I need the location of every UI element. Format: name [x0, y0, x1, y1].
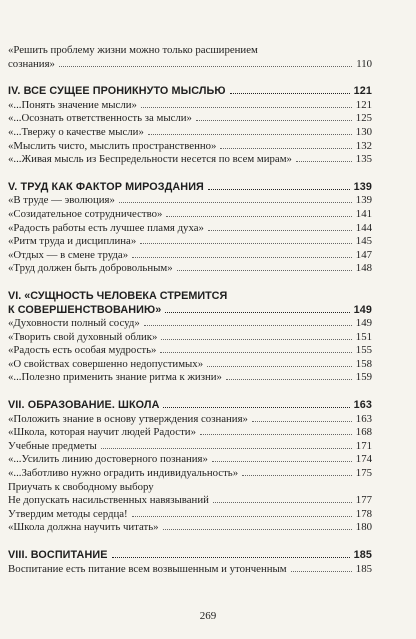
toc-page-number: 145	[355, 235, 372, 248]
toc-page-number: 151	[355, 330, 372, 343]
toc-page-number: 168	[355, 426, 372, 439]
toc-page-number: 141	[355, 207, 372, 220]
toc-entry-text: «Мыслить чисто, мыслить пространственно»	[8, 139, 217, 152]
toc-entry	[8, 262, 372, 276]
toc-entry-text: «Созидательное сотрудничество»	[8, 207, 163, 220]
toc-entry	[8, 194, 372, 208]
toc-entry-text: «Отдых — в смене труда»	[8, 248, 129, 261]
leader-dots	[101, 448, 352, 449]
toc-entry-text: «...Усилить линию достоверного познания»	[8, 453, 208, 466]
toc-entry	[8, 153, 372, 167]
leader-dots	[112, 557, 350, 558]
toc-page-number: 125	[355, 112, 372, 125]
toc-entry-text: «...Заботливо нужно оградить индивидуальность»	[8, 467, 239, 480]
chapter-title: IV. ВСЕ СУЩЕЕ ПРОНИКНУТО МЫСЛЬЮ	[8, 85, 226, 98]
toc-entry	[8, 249, 372, 263]
toc-page-number: 149	[355, 317, 372, 330]
leader-dots	[140, 243, 352, 244]
toc-page-number: 178	[355, 507, 372, 520]
toc-page-number: 155	[355, 344, 372, 357]
leader-dots	[226, 379, 352, 380]
chapter-page-number: 185	[353, 549, 372, 561]
toc-entry	[8, 440, 372, 454]
chapter-heading	[8, 85, 372, 99]
toc-entry	[8, 358, 372, 372]
toc-page-number: 180	[355, 521, 372, 534]
toc-page-number: 177	[355, 494, 372, 507]
toc-entry-text: «Ритм труда и дисциплина»	[8, 235, 137, 248]
toc-entry	[8, 222, 372, 236]
toc-entry	[8, 235, 372, 249]
chapter-page-number: 139	[353, 180, 372, 193]
leader-dots	[213, 502, 352, 503]
toc-page-number: 132	[355, 139, 372, 152]
toc-entry	[8, 521, 372, 535]
toc-entry-text: Приучать к свободному выбору	[8, 480, 154, 493]
chapter-title: V. ТРУД КАК ФАКТОР МИРОЗДАНИЯ	[8, 180, 204, 193]
leader-dots	[163, 407, 349, 408]
toc-page-number: 148	[355, 262, 372, 275]
toc-entry-text: «Школа, которая научит людей Радости»	[8, 426, 196, 439]
chapter-title-line1: VI. «СУЩНОСТЬ ЧЕЛОВЕКА СТРЕМИТСЯ	[8, 289, 228, 302]
toc-page-number: 139	[355, 194, 372, 207]
toc-entry	[8, 371, 372, 385]
toc-entry	[8, 140, 372, 154]
toc-entry-text-line2: сознания»	[8, 57, 55, 70]
leader-dots	[177, 270, 352, 271]
leader-dots	[207, 366, 352, 367]
leader-dots	[208, 230, 352, 231]
chapter-heading	[8, 549, 372, 563]
toc-entry	[8, 112, 372, 126]
leader-dots	[161, 339, 351, 340]
toc-entry	[8, 467, 372, 481]
leader-dots	[291, 571, 352, 572]
toc-page-number: 163	[355, 412, 372, 425]
chapter-title: К СОВЕРШЕНСТВОВАНИЮ»	[8, 303, 162, 316]
toc-entry	[8, 208, 372, 222]
toc-page-number: 174	[355, 453, 372, 466]
leader-dots	[59, 66, 352, 67]
toc-entry	[8, 99, 372, 113]
toc-entry-text: «Положить знание в основу утверждения сознания»	[8, 412, 248, 425]
toc-page-number: 130	[355, 125, 372, 138]
toc-entry-text: Учебные предметы	[8, 439, 97, 452]
toc-entry	[8, 331, 372, 345]
toc-entry-text: «О свойствах совершенно недопустимых»	[8, 357, 204, 370]
toc-entry-text: «Школа должна научить читать»	[8, 521, 159, 534]
toc-entry	[8, 317, 372, 331]
leader-dots	[212, 461, 352, 462]
toc-entry-text: «...Полезно применить знание ритма к жизни»	[8, 371, 222, 384]
leader-dots	[208, 189, 350, 190]
leader-dots	[132, 516, 352, 517]
toc-entry	[8, 126, 372, 140]
leader-dots	[141, 107, 352, 108]
toc-entry-text: «Труд должен быть добровольным»	[8, 262, 173, 275]
toc-entry	[8, 58, 372, 72]
toc-entry-text: «...Осознать ответственность за мысли»	[8, 112, 192, 125]
leader-dots	[196, 120, 352, 121]
toc-entry	[8, 481, 372, 495]
chapter-title: VII. ОБРАЗОВАНИЕ. ШКОЛА	[8, 399, 160, 412]
leader-dots	[200, 434, 352, 435]
toc-entry	[8, 413, 372, 427]
leader-dots	[230, 93, 350, 94]
leader-dots	[242, 475, 352, 476]
toc-page-number: 175	[355, 467, 372, 480]
toc-page-number: 135	[355, 153, 372, 166]
toc-entry	[8, 44, 372, 58]
toc-page-number: 110	[356, 57, 372, 70]
toc-entry-text: «Радость работы есть лучшее пламя духа»	[8, 221, 204, 234]
page-number: 269	[199, 610, 217, 622]
toc-page-number: 171	[355, 439, 372, 452]
toc-entry	[8, 426, 372, 440]
toc-entry-text: «...Твержу о качестве мысли»	[8, 125, 144, 138]
toc-entry-text: «Духовности полный сосуд»	[8, 317, 140, 330]
leader-dots	[144, 325, 352, 326]
toc-entry-text: «Творить свой духовный облик»	[8, 330, 158, 343]
leader-dots	[252, 421, 352, 422]
toc-page-number: 147	[355, 248, 372, 261]
toc-entry-text: «...Живая мысль из Беспредельности несется по всем мирам»	[8, 153, 292, 166]
leader-dots	[220, 148, 351, 149]
chapter-page-number: 149	[353, 303, 372, 316]
toc-entry-text: «...Понять значение мысли»	[8, 98, 137, 111]
toc-entry-text: Утвердим методы сердца!	[8, 507, 128, 520]
leader-dots	[132, 257, 352, 258]
leader-dots	[166, 216, 351, 217]
chapter-heading	[8, 304, 372, 318]
toc-page-number: 185	[355, 562, 372, 575]
chapter-heading	[8, 181, 372, 195]
toc-entry-text: «В труде — эволюция»	[8, 194, 115, 207]
chapter-page-number: 163	[353, 399, 372, 412]
toc-entry	[8, 563, 372, 577]
toc-entry	[8, 453, 372, 467]
leader-dots	[163, 529, 352, 530]
leader-dots	[165, 312, 349, 313]
toc-entry-text: Воспитание есть питание всем возвышенным и утонченным	[8, 562, 287, 575]
toc-entry-text: «Радость есть особая мудрость»	[8, 344, 157, 357]
leader-dots	[160, 352, 351, 353]
table-of-contents	[8, 44, 372, 576]
chapter-page-number: 121	[353, 85, 372, 98]
leader-dots	[119, 202, 352, 203]
toc-entry-text: Не допускать насильственных навязываний	[8, 494, 209, 507]
toc-page-number: 158	[355, 357, 372, 370]
leader-dots	[148, 134, 352, 135]
toc-page-number: 121	[355, 98, 372, 111]
chapter-title: VIII. ВОСПИТАНИЕ	[8, 549, 108, 561]
toc-page-number: 159	[355, 371, 372, 384]
leader-dots	[296, 161, 352, 162]
toc-page-number: 144	[355, 221, 372, 234]
toc-entry-text-line1: «Решить проблему жизни можно только расширением	[8, 44, 258, 56]
toc-entry	[8, 494, 372, 508]
toc-entry	[8, 344, 372, 358]
chapter-heading	[8, 399, 372, 413]
toc-entry	[8, 508, 372, 522]
